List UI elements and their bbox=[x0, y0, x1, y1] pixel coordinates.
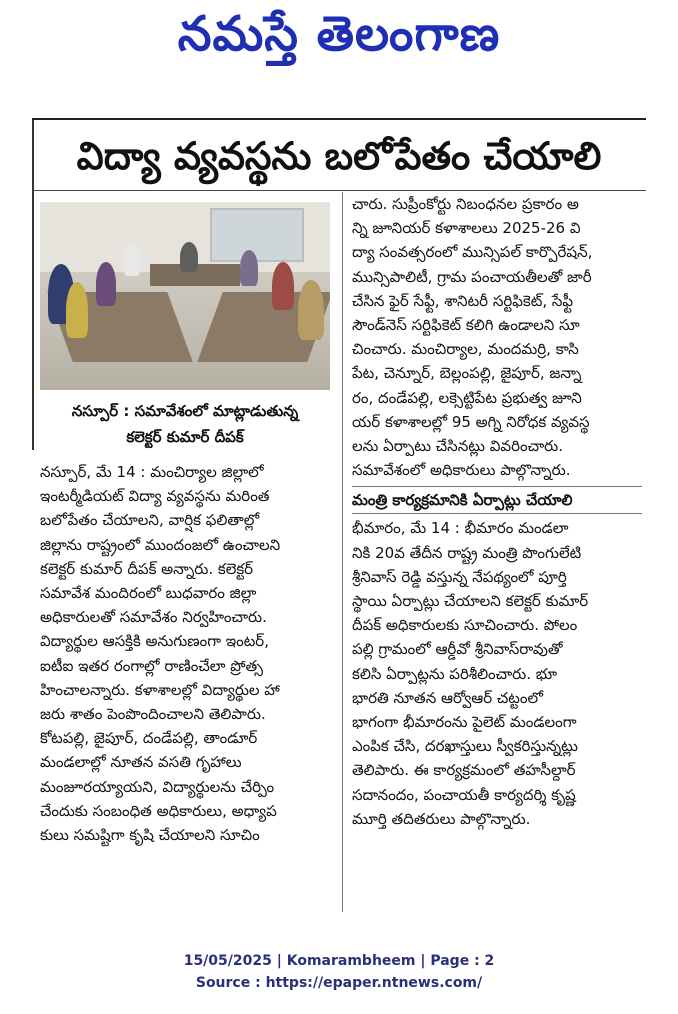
photo-caption bbox=[40, 398, 330, 452]
page-footer bbox=[0, 950, 678, 994]
left-column bbox=[40, 460, 330, 910]
masthead bbox=[0, 0, 678, 70]
headline-rule bbox=[32, 190, 646, 191]
column-divider bbox=[342, 192, 343, 912]
footer-date-edition: 15/05/2025 | Komarambheem | Page : 2 bbox=[183, 953, 495, 969]
news-clipping bbox=[32, 118, 646, 928]
right-column bbox=[352, 192, 642, 922]
second-story-headline: మంత్రి కార్యక్రమానికి ఏర్పాట్లు చేయాలి bbox=[352, 486, 642, 514]
left-column-text: నస్పూర్, మే 14 : మంచిర్యాల జిల్లాలో ఇంటర్మీడియట్ విద్యా వ్యవస్థను మరింత బలోపేతం చేయాలని, వార్షిక ఫలితాల్లో జిల్లాను రాష్ట్రంలో ముందంజలో ఉంచాలని కలెక్టర్ కుమార్ దీపక్ అన్నారు. కలెక్టర్ సమావేశ మందిరంలో బుధవారం జిల్లా అధికారులతో సమావేశం నిర్వహించారు. విద్యార్థుల ఆసక్తికి అనుగుణంగా ఇంటర్, ఐటీఐ ఇతర రంగాల్లో రాణించేలా ప్రోత్స హించాలన్నారు. కళాశాలల్లో విద్యార్థుల హా జరు శాతం పెంపొందించాలని తెలిపారు. కోటపల్లి, జైపూర్, దండేపల్లి, తాండూర్ మండలాల్లో నూతన వసతి గృహాలు మంజూరయ్యాయని, విద్యార్థులను చేర్పిం చేందుకు సంబంధిత అధికారులు, అధ్యాప కులు సమష్టిగా కృషి చేయాలని సూచిం bbox=[40, 463, 281, 845]
photo-caption-text: నస్పూర్ : సమావేశంలో మాట్లాడుతున్న కలెక్టర్ కుమార్ దీపక్ bbox=[71, 402, 299, 446]
top-rule bbox=[32, 118, 646, 120]
article-headline: విద్యా వ్యవస్థను బలోపేతం చేయాలి bbox=[76, 134, 602, 178]
masthead-title: నమస్తే తెలంగాణ bbox=[177, 6, 501, 62]
right-column-text: చారు. సుప్రీంకోర్టు నిబంధనల ప్రకారం అ న్ని జూనియర్ కళాశాలలు 2025-26 వి ద్యా సంవత్సరంలో మున్సిపల్ కార్పొరేషన్, మున్సిపాలిటీ, గ్రామ పంచాయతీలతో జారీ చేసిన ఫైర్ సేఫ్టీ, శానిటరీ సర్టిఫికెట్, సేఫ్టీ సౌండ్‌నెస్ సర్టిఫికెట్ కలిగి ఉండాలని సూ చించారు. మంచిర్యాల, మందమర్రి, కాసి పేట, చెన్నూర్, బెల్లంపల్లి, జైపూర్, జన్నా రం, దండేపల్లి, లక్సెట్టిపేట ప్రభుత్వ జూని యర్ కళాశాలల్లో 95 అగ్ని నిరోధక వ్యవస్థ లను ఏర్పాటు చేసినట్లు వివరించారు. సమావేశంలో అధికారులు పాల్గొన్నారు. bbox=[352, 195, 593, 480]
meeting-photo bbox=[40, 202, 330, 390]
second-story-text: భీమారం, మే 14 : భీమారం మండలా నికి 20వ తేదీన రాష్ట్ర మంత్రి పొంగులేటి శ్రీనివాస్ రెడ్డి వస్తున్న నేపథ్యంలో పూర్తి స్థాయి ఏర్పాట్లు చేయాలని కలెక్టర్ కుమార్ దీపక్ అధికారులకు సూచించారు. పోలం పల్లి గ్రామంలో ఆర్డీవో శ్రీనివాస్‌రావుతో కలిసి ఏర్పాట్లను పరిశీలించారు. భూ భారతి నూతన ఆర్వోఆర్ చట్టంలో భాగంగా భీమారంను పైలెట్ మండలంగా ఎంపిక చేసి, దరఖాస్తులు స్వీకరిస్తున్నట్లు తెలిపారు. ఈ కార్యక్రమంలో తహసీల్దార్ సదానందం, పంచాయతీ కార్యదర్శి కృష్ణ మూర్తి తదితరులు పాల్గొన్నారు. bbox=[352, 519, 589, 828]
footer-source: Source : https://epaper.ntnews.com/ bbox=[195, 975, 483, 991]
